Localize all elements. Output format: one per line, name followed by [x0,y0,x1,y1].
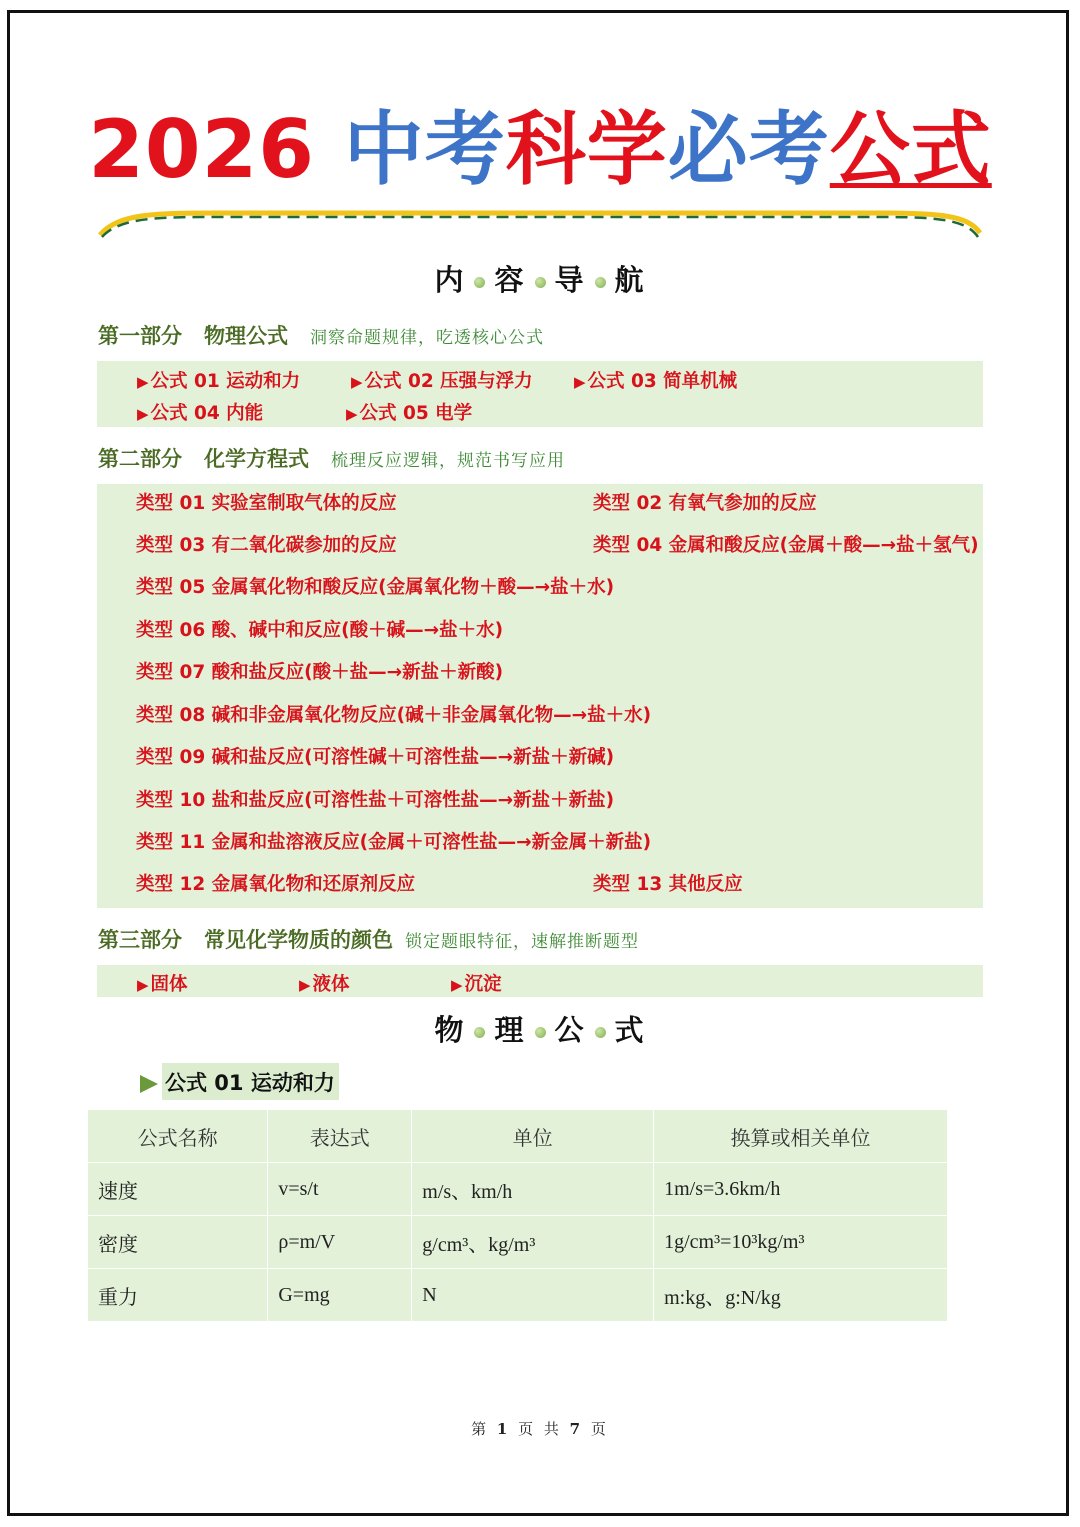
table-cell: G=mg [268,1269,412,1322]
table-cell: 1m/s=3.6km/h [654,1163,948,1216]
part2-link-11[interactable]: 类型 11 金属和盐溶液反应(金属＋可溶性盐—→新金属＋新盐) [136,832,652,853]
physics-char-1: 物 [434,1013,466,1047]
nav-heading [0,258,1080,299]
part3-band [97,965,983,997]
table-header: 单位 [412,1110,654,1163]
play-arrow-icon: ▶ [351,373,363,391]
part1-link-1[interactable]: ▶ 公式 01 运动和力 [137,371,301,392]
part2-link-6[interactable]: 类型 06 酸、碱中和反应(酸＋碱—→盐＋水) [136,620,504,641]
part2-link-9[interactable]: 类型 09 碱和盐反应(可溶性碱＋可溶性盐—→新盐＋新碱) [136,747,615,768]
part3-heading [98,924,639,954]
table-cell: ρ=m/V [268,1216,412,1269]
dot-icon [474,277,485,288]
footer-page-number: 1 [496,1420,511,1438]
part2-label: 第二部分 [98,447,182,471]
part2-link-2[interactable]: 类型 02 有氧气参加的反应 [593,493,817,514]
section-label: 公式 01 运动和力 [162,1063,339,1100]
physics-char-3: 公 [554,1013,586,1047]
part3-link-3[interactable]: ▶ 沉淀 [451,974,502,995]
physics-heading [0,1008,1080,1049]
table-row [88,1269,948,1322]
table-cell: m/s、km/h [412,1163,654,1216]
part2-link-8[interactable]: 类型 08 碱和非金属氧化物反应(碱＋非金属氧化物—→盐＋水) [136,705,652,726]
play-arrow-icon: ▶ [451,976,463,994]
section-heading [140,1063,339,1101]
title-year: 2026 [88,103,315,196]
nav-char-3: 导 [554,263,586,297]
physics-char-2: 理 [494,1013,526,1047]
dot-icon [595,1027,606,1038]
part2-link-7[interactable]: 类型 07 酸和盐反应(酸＋盐—→新盐＋新酸) [136,662,504,683]
play-arrow-icon: ▶ [574,373,586,391]
part2-name: 化学方程式 [204,447,309,471]
part3-name: 常见化学物质的颜色 [204,928,393,952]
part1-name: 物理公式 [204,324,288,348]
part2-link-10[interactable]: 类型 10 盐和盐反应(可溶性盐＋可溶性盐—→新盐＋新盐) [136,790,615,811]
nav-char-1: 内 [434,263,466,297]
nav-char-4: 航 [614,263,646,297]
part2-link-3[interactable]: 类型 03 有二氧化碳参加的反应 [136,535,397,556]
footer-prefix: 第 [471,1420,490,1438]
table-cell: N [412,1269,654,1322]
page-title [0,100,1080,200]
part1-label: 第一部分 [98,324,182,348]
play-arrow-icon: ▶ [137,405,149,423]
part2-subtitle: 梳理反应逻辑，规范书写应用 [331,451,565,471]
play-arrow-icon: ▶ [137,373,149,391]
play-arrow-icon: ▶ [137,976,149,994]
play-arrow-icon: ▶ [346,405,358,423]
part1-heading [98,320,544,350]
table-cell: 速度 [88,1163,268,1216]
part2-link-1[interactable]: 类型 01 实验室制取气体的反应 [136,493,397,514]
table-cell: g/cm³、kg/m³ [412,1216,654,1269]
table-cell: 密度 [88,1216,268,1269]
footer-mid: 页 共 [518,1420,562,1438]
play-arrow-icon: ▶ [299,976,311,994]
part1-link-2[interactable]: ▶ 公式 02 压强与浮力 [351,371,533,392]
table-cell: m:kg、g:N/kg [654,1269,948,1322]
table-header: 表达式 [268,1110,412,1163]
triangle-marker-icon [140,1075,158,1093]
part3-link-1[interactable]: ▶ 固体 [137,974,188,995]
formula-table [88,1110,948,1322]
part3-link-2[interactable]: ▶ 液体 [299,974,350,995]
table-header: 换算或相关单位 [654,1110,948,1163]
footer-total-pages: 7 [569,1420,584,1438]
part1-link-4[interactable]: ▶ 公式 04 内能 [137,403,264,424]
part1-subtitle: 洞察命题规律，吃透核心公式 [310,328,544,348]
part2-link-4[interactable]: 类型 04 金属和酸反应(金属＋酸—→盐＋氢气) [593,535,979,556]
title-part-4: 公式 [829,103,992,196]
part2-link-12[interactable]: 类型 12 金属氧化物和还原剂反应 [136,874,416,895]
part1-link-5[interactable]: ▶ 公式 05 电学 [346,403,473,424]
table-header-row [88,1110,948,1163]
part2-link-5[interactable]: 类型 05 金属氧化物和酸反应(金属氧化物＋酸—→盐＋水) [136,577,615,598]
dot-icon [474,1027,485,1038]
title-divider [98,205,982,241]
title-part-2: 科学 [505,103,668,196]
table-row [88,1216,948,1269]
physics-char-4: 式 [614,1013,646,1047]
table-cell: 重力 [88,1269,268,1322]
dot-icon [535,277,546,288]
nav-char-2: 容 [494,263,526,297]
dot-icon [535,1027,546,1038]
dot-icon [595,277,606,288]
part2-heading [98,443,565,473]
title-part-1: 中考 [343,103,506,196]
part3-label: 第三部分 [98,928,182,952]
table-row [88,1163,948,1216]
table-cell: v=s/t [268,1163,412,1216]
table-cell: 1g/cm³=10³kg/m³ [654,1216,948,1269]
part3-subtitle: 锁定题眼特征，速解推断题型 [405,932,639,952]
footer-suffix: 页 [590,1420,609,1438]
page-footer [0,1418,1080,1439]
title-part-3: 必考 [667,103,830,196]
table-header: 公式名称 [88,1110,268,1163]
part1-link-3[interactable]: ▶ 公式 03 简单机械 [574,371,738,392]
part2-link-13[interactable]: 类型 13 其他反应 [593,874,743,895]
